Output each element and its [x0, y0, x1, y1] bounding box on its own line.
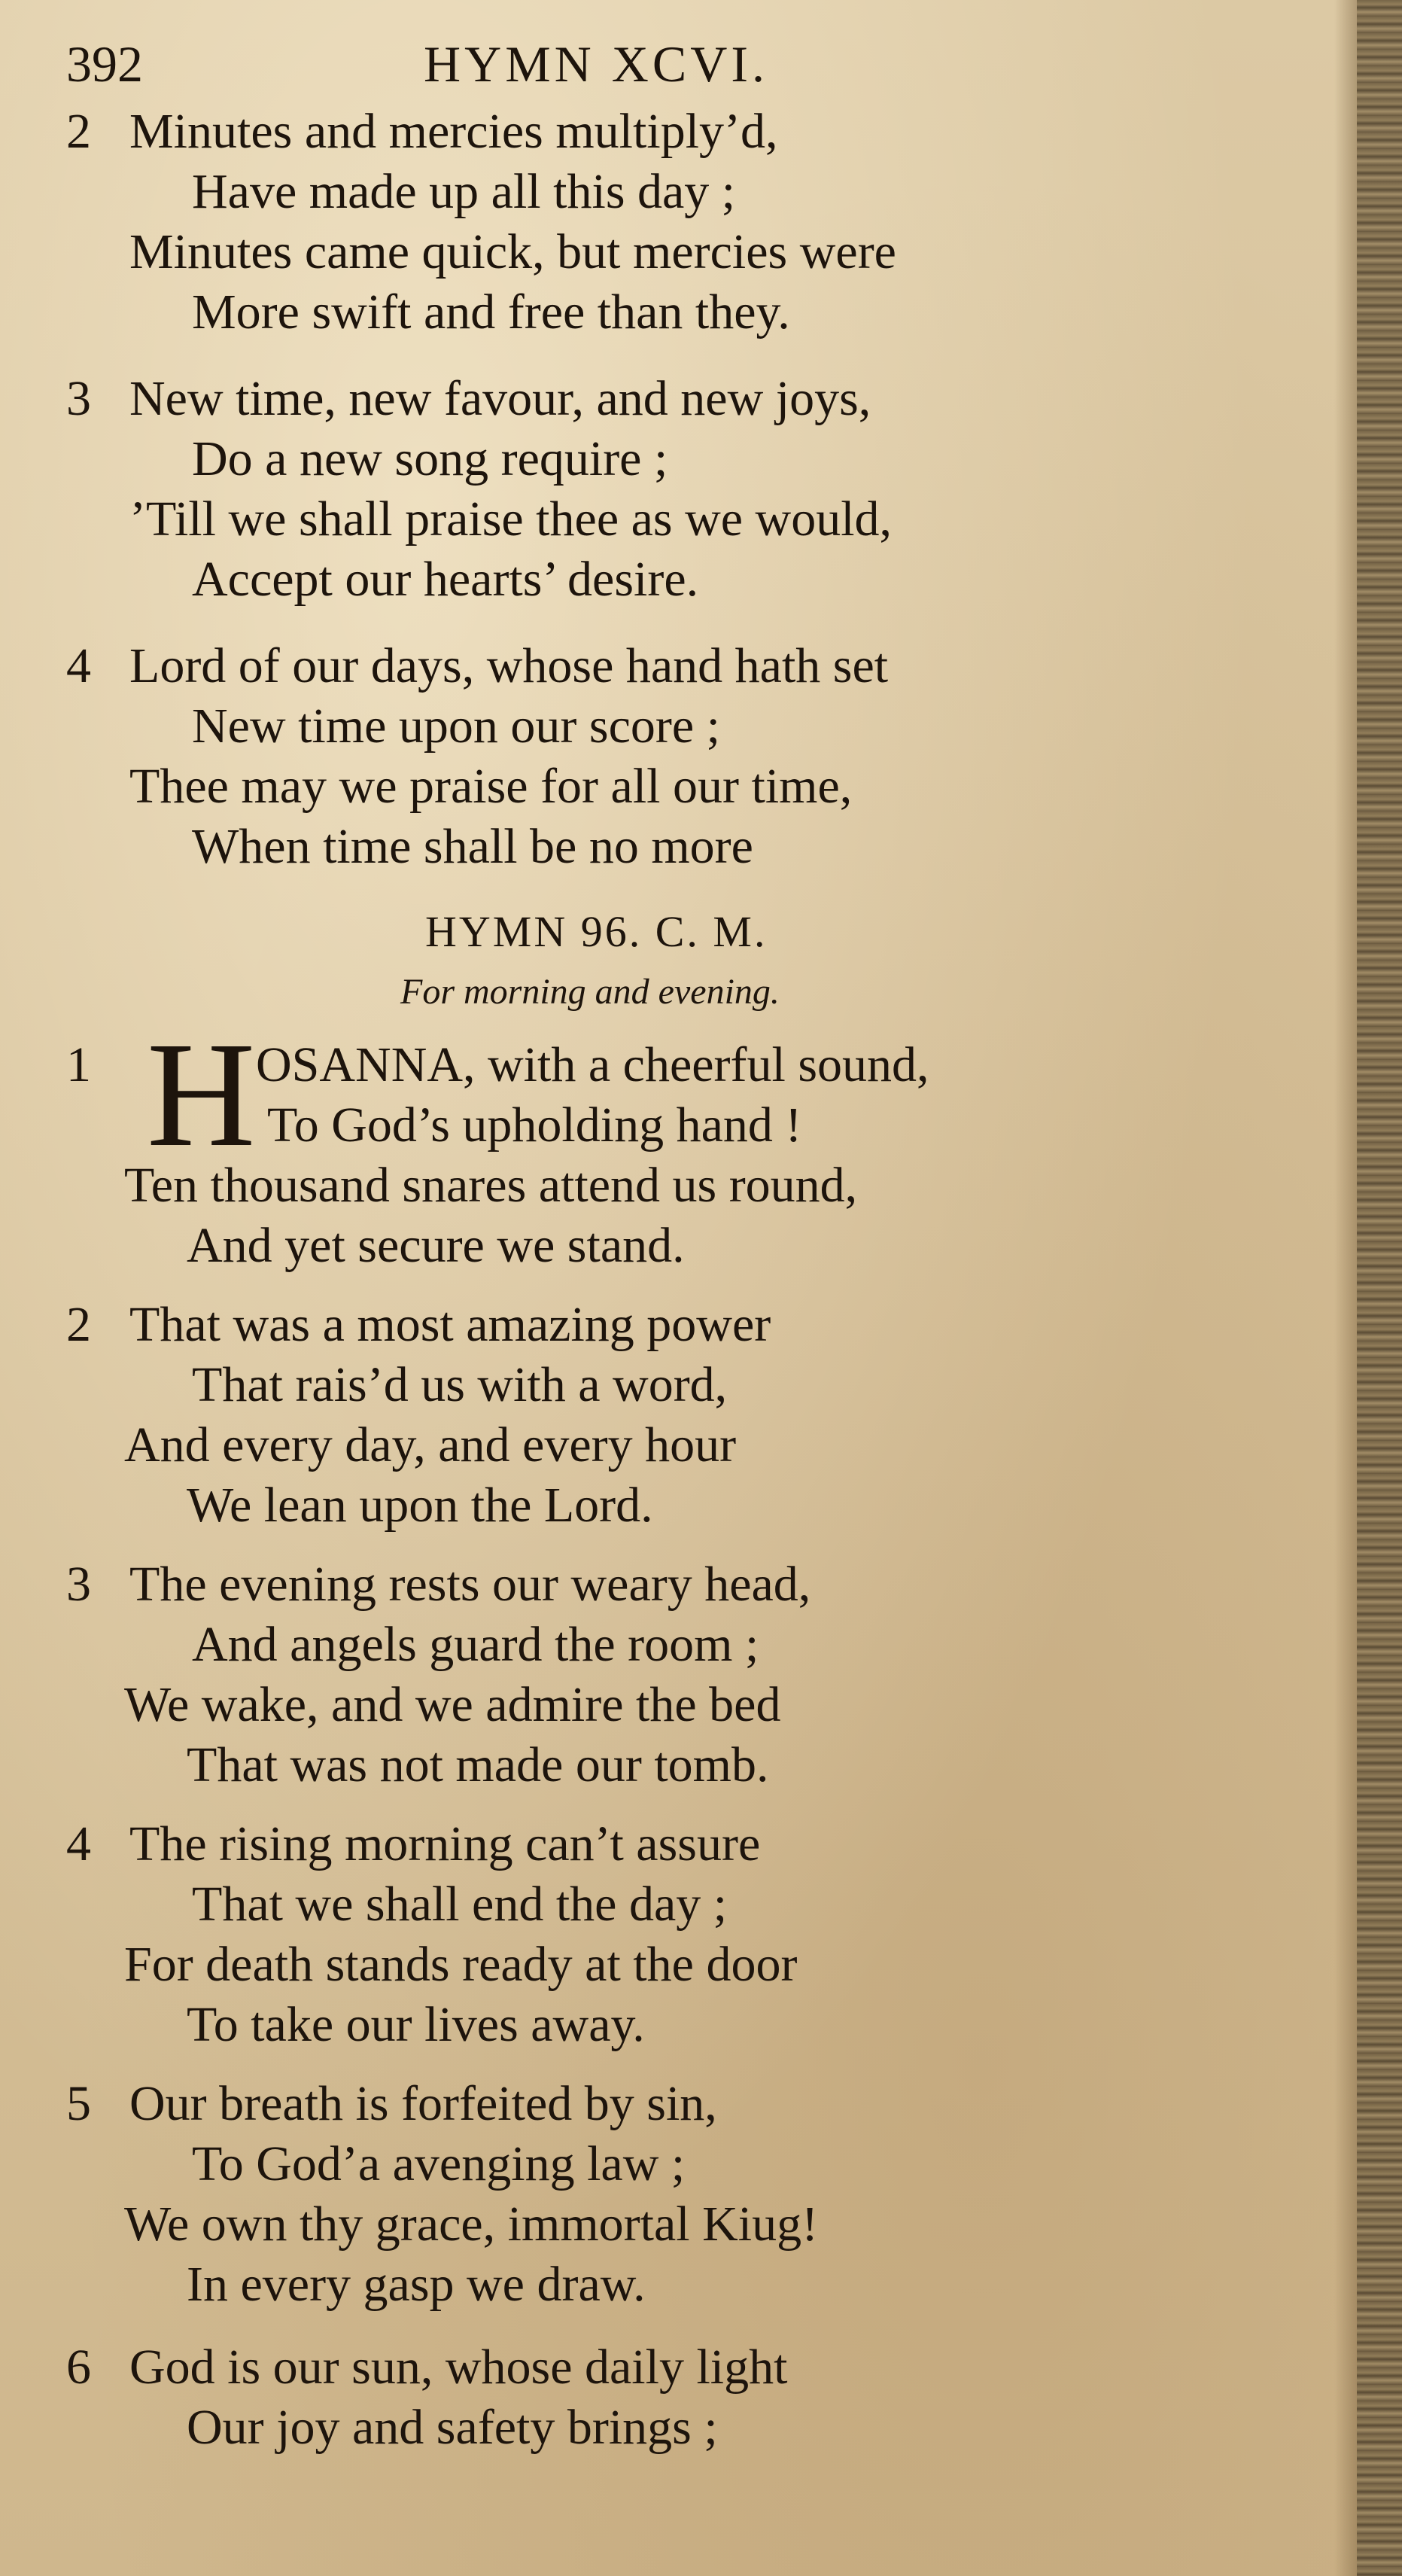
verse-line: Thee may we praise for all our time,	[129, 759, 853, 814]
verse-line: Our joy and safety brings ;	[187, 2400, 718, 2455]
verse-line: That was not made our tomb.	[187, 1737, 769, 1792]
hymn-subtitle: For morning and evening.	[400, 972, 780, 1012]
verse-line: The evening rests our weary head,	[129, 1557, 811, 1612]
verse-line: God is our sun, whose daily light	[129, 2340, 788, 2395]
verse-line: Do a new song require ;	[192, 431, 668, 486]
verse-number: 2	[66, 1297, 91, 1352]
verse-line: Our breath is forfeited by sin,	[129, 2076, 717, 2131]
verse-number: 5	[66, 2076, 91, 2131]
verse-line: Lord of our days, whose hand hath set	[129, 638, 889, 693]
verse-line: In every gasp we draw.	[187, 2257, 646, 2312]
verse-number: 2	[66, 104, 91, 159]
verse-line: That rais’d us with a word,	[192, 1357, 728, 1412]
verse-line: For death stands ready at the door	[124, 1937, 798, 1992]
page-number: 392	[66, 35, 143, 93]
verse-number: 4	[66, 1816, 91, 1871]
verse-line: Accept our hearts’ desire.	[192, 552, 699, 607]
verse-line: More swift and free than they.	[192, 285, 790, 340]
verse-line: Ten thousand snares attend us round,	[124, 1158, 858, 1213]
verse-number: 1	[66, 1037, 91, 1092]
verse-line: To God’a avenging law ;	[192, 2136, 686, 2191]
verse-line: OSANNA, with a cheerful sound,	[256, 1037, 929, 1092]
verse-line: And every day, and every hour	[124, 1417, 737, 1472]
page-edge	[1357, 0, 1402, 2576]
verse-line: New time upon our score ;	[192, 699, 720, 754]
page-gutter-shadow	[1334, 0, 1357, 2576]
verse-number: 4	[66, 638, 91, 693]
verse-line: We lean upon the Lord.	[187, 1478, 653, 1533]
verse-line: The rising morning can’t assure	[129, 1816, 761, 1871]
verse-line: To God’s upholding hand !	[267, 1098, 802, 1153]
verse-line: We own thy grace, immortal Kiug!	[124, 2197, 819, 2252]
verse-line: ’Till we shall praise thee as we would,	[129, 492, 893, 547]
verse-number: 3	[66, 371, 91, 426]
hymn-heading: HYMN 96. C. M.	[425, 907, 768, 956]
verse-line: And yet secure we stand.	[187, 1218, 685, 1273]
verse-line: That we shall end the day ;	[192, 1877, 728, 1932]
verse-number: 3	[66, 1557, 91, 1612]
verse-line: Minutes came quick, but mercies were	[129, 224, 896, 279]
verse-line: To take our lives away.	[187, 1997, 645, 2052]
verse-line: We wake, and we admire the bed	[124, 1677, 781, 1732]
verse-number: 6	[66, 2340, 91, 2395]
verse-line: When time shall be no more	[192, 819, 753, 874]
verse-line: And angels guard the room ;	[192, 1617, 759, 1672]
verse-line: Minutes and mercies multiply’d,	[129, 104, 778, 159]
running-title: HYMN XCVI.	[424, 35, 768, 93]
drop-cap: H	[147, 1020, 256, 1148]
verse-line: Have made up all this day ;	[192, 164, 736, 219]
verse-line: New time, new favour, and new joys,	[129, 371, 871, 426]
verse-line: That was a most amazing power	[129, 1297, 771, 1352]
running-header	[66, 30, 1300, 98]
